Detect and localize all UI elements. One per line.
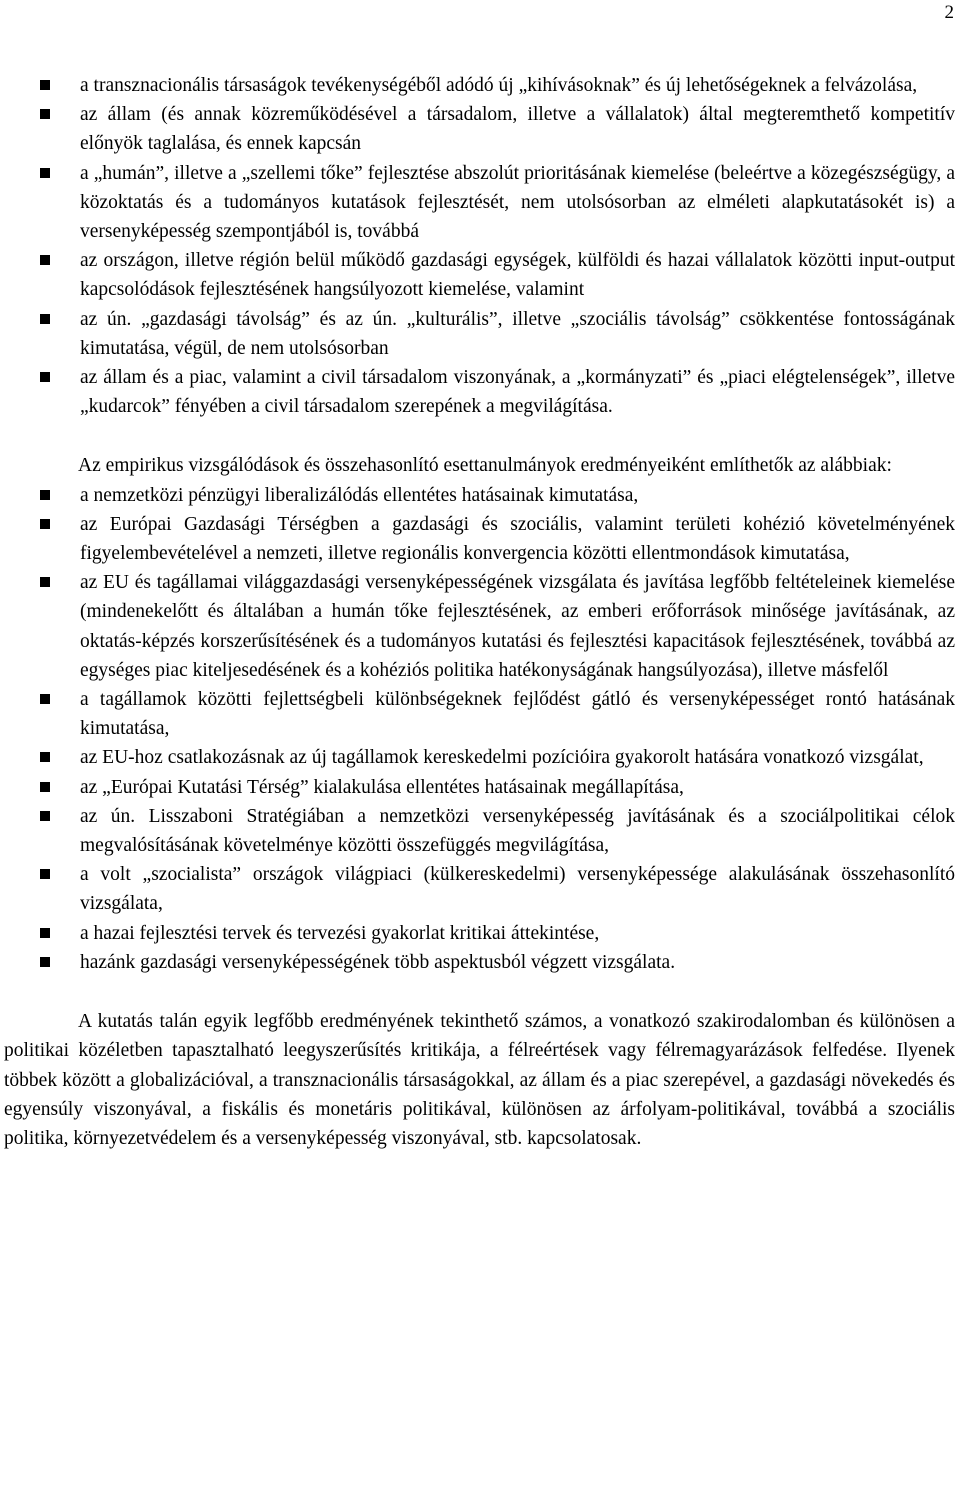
- square-bullet-icon: [40, 869, 50, 879]
- list-item-text: az „Európai Kutatási Térség” kialakulása ellentétes hatásainak megállapítása,: [80, 776, 684, 798]
- list-item-text: az ún. Lisszaboni Stratégiában a nemzetközi versenyképesség javításának és a szociálpolitikai célok megvalósításának követelménye közötti összefüggés megvilágítása,: [80, 805, 955, 857]
- square-bullet-icon: [40, 168, 50, 178]
- bullet-list-1: [4, 71, 955, 421]
- list-item: [4, 71, 955, 100]
- list-item-text: az állam (és annak közreműködésével a társadalom, illetve a vállalatok) által megteremthető kompetitív előnyök taglalása, és ennek kapcsán: [80, 104, 955, 155]
- list-item: [4, 510, 955, 568]
- list-item: [4, 743, 955, 772]
- paragraph-conclusion: A kutatás talán egyik legfőbb eredményének tekinthető számos, a vonatkozó szakirodalomban és különösen a politikai közéletben tapasztalható leegyszerűsítés kritikája, a félreértések vagy félremagyarázások felfedése. Ilyenek többek között a globalizációval, a transznacionális társaságokkal, az állam és a piac szerepével, a gazdasági növekedés és egyensúly viszonyával, a fiskális és monetáris politikával, különösen az árfolyam-politikával, továbbá a szociális politika, környezetvédelem és a versenyképesség viszonyával, stb. kapcsolatosak.: [4, 1011, 955, 1149]
- list-item-text: a volt „szocialista” országok világpiaci (külkereskedelmi) versenyképessége alakulásának összehasonlító vizsgálata,: [80, 864, 955, 915]
- document-body: [4, 71, 955, 1153]
- list-item-text: az EU-hoz csatlakozásnak az új tagállamok kereskedelmi pozícióira gyakorolt hatására vonatkozó vizsgálat,: [80, 747, 924, 769]
- list-item: [4, 685, 955, 743]
- list-item: [4, 773, 955, 802]
- square-bullet-icon: [40, 490, 50, 500]
- list-item-text: az állam és a piac, valamint a civil társadalom viszonyának, a „kormányzati” és „piaci elégtelenségek”, illetve „kudarcok” fényében a civil társadalom szerepének a megvilágítása.: [80, 367, 955, 418]
- list-item: [4, 305, 955, 363]
- list-item-text: a hazai fejlesztési tervek és tervezési gyakorlat kritikai áttekintése,: [80, 922, 600, 944]
- list-item: [4, 948, 955, 977]
- square-bullet-icon: [40, 80, 50, 90]
- square-bullet-icon: [40, 314, 50, 324]
- square-bullet-icon: [40, 811, 50, 821]
- list-item: [4, 802, 955, 860]
- square-bullet-icon: [40, 519, 50, 529]
- square-bullet-icon: [40, 957, 50, 967]
- square-bullet-icon: [40, 109, 50, 119]
- paragraph-intro: Az empirikus vizsgálódások és összehasonlító esettanulmányok eredményeiként említhetők az alábbiak:: [78, 455, 892, 477]
- list-item-text: a transznacionális társaságok tevékenységéből adódó új „kihívásoknak” és új lehetőségeknek a felvázolása,: [80, 75, 918, 96]
- list-item: [4, 363, 955, 421]
- list-item: [4, 919, 955, 948]
- list-item: [4, 860, 955, 918]
- square-bullet-icon: [40, 577, 50, 587]
- list-item-text: az ún. „gazdasági távolság” és az ún. „kulturális”, illetve „szociális távolság” csökkentése fontosságának kimutatása, végül, de nem utolsósorban: [80, 308, 955, 359]
- list-item-text: hazánk gazdasági versenyképességének több aspektusból végzett vizsgálata.: [80, 951, 676, 973]
- list-item-text: a „humán”, illetve a „szellemi tőke” fejlesztése abszolút prioritásának kiemelése (beleértve a közegészségügy, a közoktatás és a tudományos kutatások fejlesztését, nem utolsósorban az elméleti alapkutatásokét is) a versenyképesség szempontjából is, továbbá: [80, 162, 955, 243]
- list-item-text: a nemzetközi pénzügyi liberalizálódás ellentétes hatásainak kimutatása,: [80, 484, 639, 506]
- square-bullet-icon: [40, 372, 50, 382]
- list-item-text: az országon, illetve régión belül működő gazdasági egységek, külföldi és hazai vállalatok közötti input-output kapcsolódások fejlesztésének hangsúlyozott kiemelése, valamint: [80, 250, 955, 301]
- square-bullet-icon: [40, 694, 50, 704]
- square-bullet-icon: [40, 782, 50, 792]
- list-item-text: az Európai Gazdasági Térségben a gazdasági és szociális, valamint területi kohézió követelményének figyelembevételével a nemzeti, illetve regionális konvergencia közötti ellentmondások kimutatása,: [80, 513, 955, 565]
- list-item: [4, 481, 955, 510]
- list-item: [4, 100, 955, 158]
- list-item-text: az EU és tagállamai világgazdasági versenyképességének vizsgálata és javítása legfőbb feltételeinek kiemelése (mindenekelőtt és általában a humán tőke fejlesztésének, az emberi erőforrások minősége javításának, az oktatás-képzés korszerűsítésének és a tudományos kutatási és fejlesztési kapacitások fejlesztésének, továbbá az egységes piac kiteljesedésének és a kohéziós politika hatékonyságának hangsúlyozása), illetve másfelől: [80, 572, 955, 681]
- list-item: [4, 246, 955, 304]
- square-bullet-icon: [40, 928, 50, 938]
- page-number: 2: [944, 2, 954, 23]
- square-bullet-icon: [40, 255, 50, 265]
- list-item-text: a tagállamok közötti fejlettségbeli különbségeknek fejlődést gátló és versenyképességet rontó hatásának kimutatása,: [80, 689, 955, 740]
- square-bullet-icon: [40, 752, 50, 762]
- bullet-list-2: [4, 481, 955, 977]
- list-item: [4, 159, 955, 247]
- list-item: [4, 568, 955, 685]
